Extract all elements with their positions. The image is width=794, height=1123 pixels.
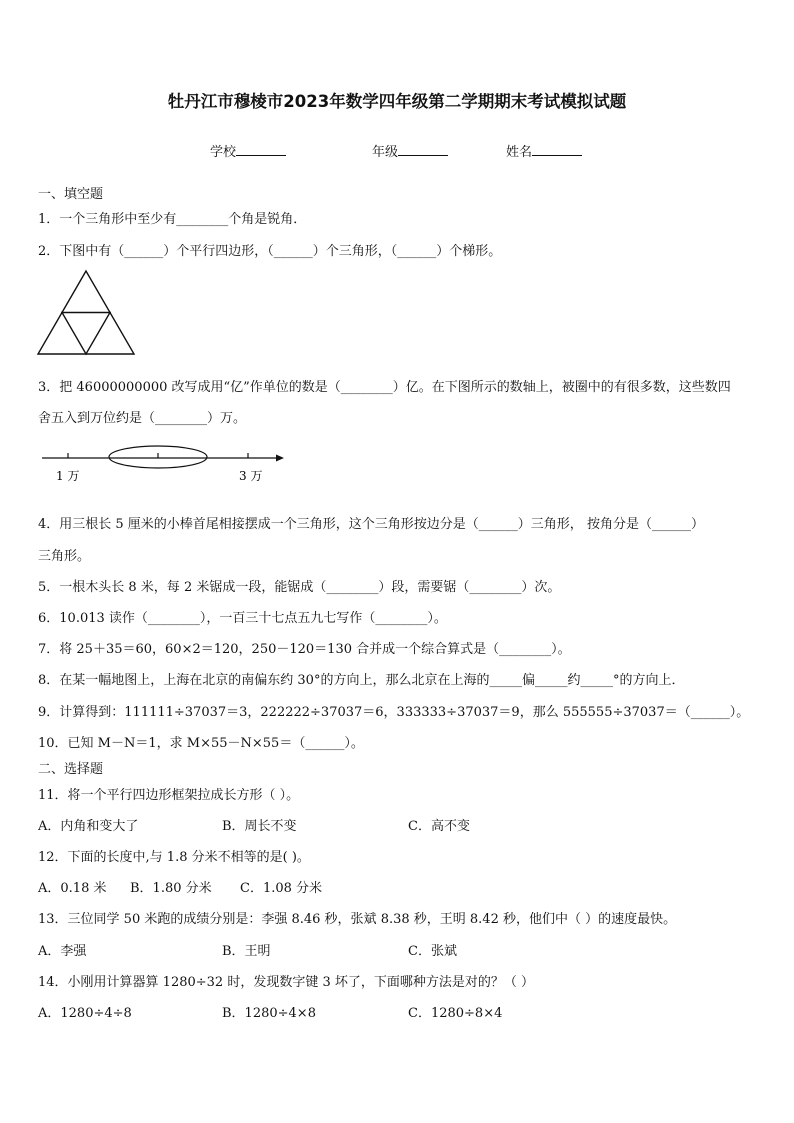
question-1: 1．一个三角形中至少有________个角是锐角． — [38, 212, 307, 227]
question-4-line-1: 4．用三根长 5 厘米的小棒首尾相接摆成一个三角形，这个三角形按边分是（______）三角形， 按角分是（______） — [38, 517, 704, 532]
question-2: 2．下图中有（______）个平行四边形，（______）个三角形，（______）个梯形。 — [38, 244, 502, 259]
q14-option-a: A．1280÷4÷8 — [38, 1006, 132, 1021]
name-blank — [532, 143, 582, 156]
grade-blank — [398, 143, 448, 156]
q12-option-c: C．1.08 分米 — [240, 881, 323, 896]
question-6: 6．10.013 读作（________），一百三十七点五九七写作（________）。 — [38, 611, 447, 626]
grade-field — [372, 141, 448, 160]
question-9: 9．计算得到：111111÷37037＝3，222222÷37037＝6，333333÷37037＝9，那么 555555÷37037＝（______）。 — [38, 705, 750, 720]
name-field — [506, 141, 582, 160]
question-12: 12．下面的长度中,与 1.8 分米不相等的是( )。 — [38, 850, 310, 865]
question-14: 14．小刚用计算器算 1280÷32 时，发现数字键 3 坏了，下面哪种方法是对的？（ ） — [38, 975, 534, 990]
q11-option-c: C．高不变 — [408, 819, 470, 834]
question-5: 5．一根木头长 8 米，每 2 米锯成一段，能锯成（________）段，需要锯（________）次。 — [38, 580, 561, 595]
page-title: 牡丹江市穆棱市2023年数学四年级第二学期期末考试模拟试题 — [167, 92, 627, 111]
q13-option-c: C．张斌 — [408, 944, 457, 959]
tick-label-left: 1 万 — [56, 469, 80, 483]
school-blank — [236, 143, 286, 156]
question-3-line-2: 舍五入到万位约是（________）万。 — [38, 411, 247, 426]
question-8: 8．在某一幅地图上，上海在北京的南偏东约 30°的方向上，那么北京在上海的_____偏_____约_____°的方向上． — [38, 673, 685, 688]
q14-option-c: C．1280÷8×4 — [408, 1006, 503, 1021]
section-fill-heading: 一、填空题 — [38, 187, 104, 202]
grade-label: 年级 — [372, 145, 399, 160]
triangle-figure — [36, 268, 138, 358]
name-label: 姓名 — [506, 145, 533, 160]
number-line — [38, 440, 288, 486]
question-7: 7．将 25＋35＝60，60×2＝120，250－120＝130 合并成一个综合算式是（________）。 — [38, 642, 571, 657]
school-label: 学校 — [210, 145, 237, 160]
question-3-line-1: 3．把 46000000000 改写成用“亿”作单位的数是（________）亿。在下图所示的数轴上，被圈中的有很多数，这些数四 — [38, 380, 731, 395]
section-choice-heading: 二、选择题 — [38, 762, 104, 777]
q13-option-b: B．王明 — [222, 944, 271, 959]
inner-triangle — [62, 313, 110, 355]
q12-option-b: B．1.80 分米 — [130, 881, 212, 896]
question-4-line-2: 三角形。 — [38, 549, 91, 564]
question-10: 10．已知 M－N＝1，求 M×55－N×55＝（______）。 — [38, 736, 364, 751]
question-13: 13．三位同学 50 米跑的成绩分别是：李强 8.46 秒，张斌 8.38 秒，王明 8.42 秒，他们中（ ）的速度最快。 — [38, 912, 677, 927]
q11-option-b: B．周长不变 — [222, 819, 297, 834]
question-11: 11．将一个平行四边形框架拉成长方形（ ）。 — [38, 788, 300, 803]
q12-option-a: A．0.18 米 — [38, 881, 107, 896]
school-field — [210, 141, 286, 160]
number-line-arrow — [276, 455, 284, 462]
q14-option-b: B．1280÷4×8 — [222, 1006, 316, 1021]
tick-label-right: 3 万 — [239, 469, 263, 483]
q13-option-a: A．李强 — [38, 944, 87, 959]
q11-option-a: A．内角和变大了 — [38, 819, 139, 834]
